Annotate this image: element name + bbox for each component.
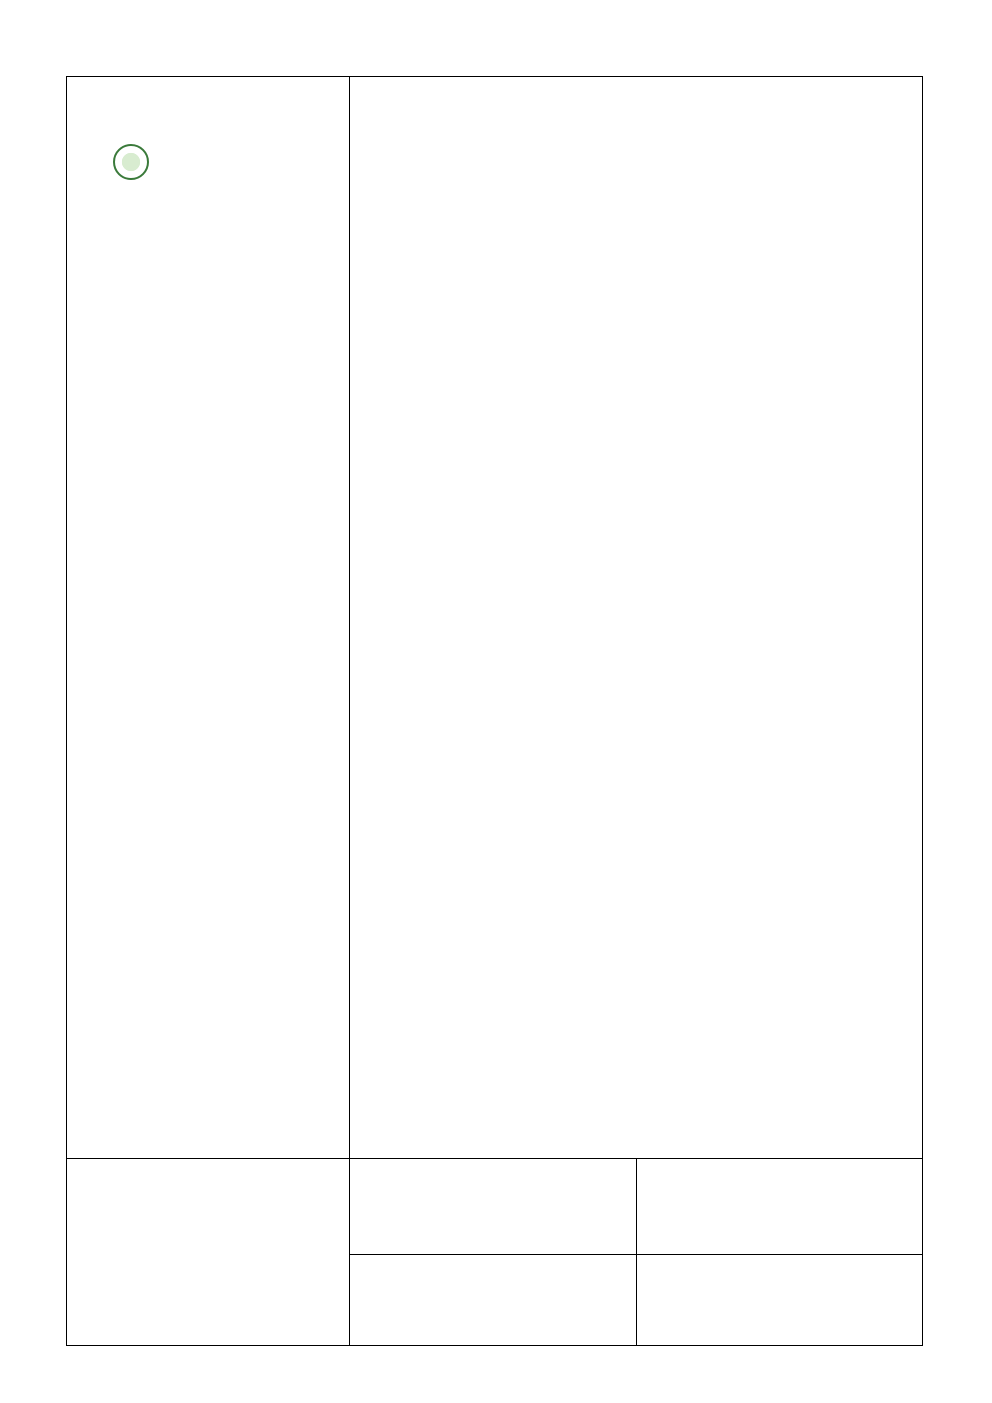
footer-divider-2 [636, 1158, 637, 1346]
footer-divider-1 [349, 1158, 350, 1346]
footer-divider-3 [349, 1254, 923, 1255]
footer-divider [66, 1158, 923, 1159]
page-frame [66, 76, 923, 1346]
column-divider [349, 76, 350, 1159]
parish-logo-icon [113, 144, 149, 180]
